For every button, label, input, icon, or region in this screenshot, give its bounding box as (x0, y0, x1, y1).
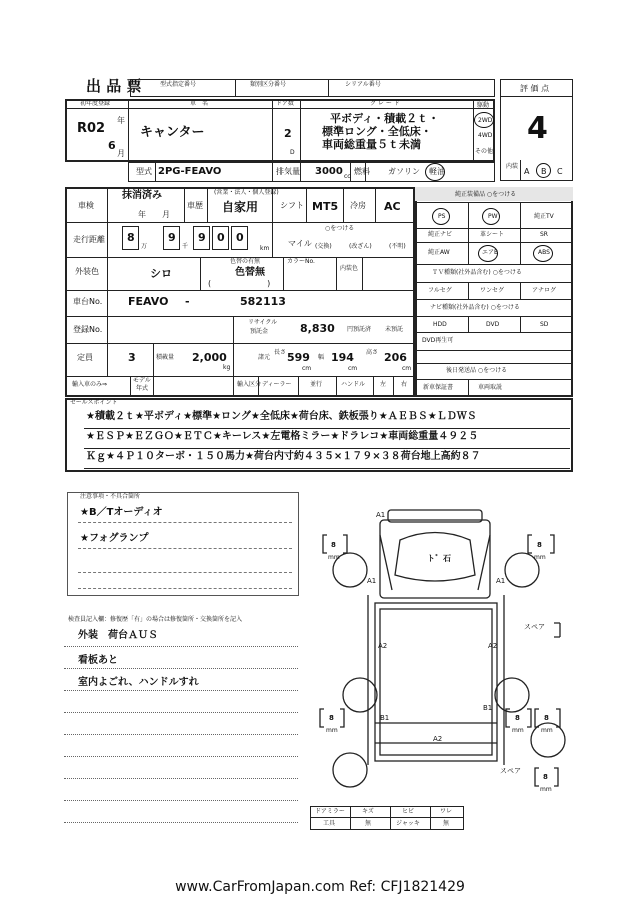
recycle-no: 未預託 (385, 326, 404, 333)
serial-label: シリアル番号 (345, 81, 381, 88)
navi-hdd: HDD (433, 321, 447, 328)
equip-aw: 純正AW (428, 249, 450, 256)
tire-unit-fl: mm (328, 554, 340, 561)
fuel-diesel: 軽油 (429, 167, 445, 176)
recycle-unit: 円預託済 (347, 326, 372, 333)
ac-label: 冷房 (350, 201, 366, 210)
equip-ps: PS (438, 213, 446, 220)
grade-line-2: 標準ロング・全低床・ (322, 125, 432, 138)
year-value: R02 (77, 121, 106, 136)
later-title: 後日発送品 ○をつける (446, 367, 508, 374)
doors-unit: D (290, 149, 295, 156)
history-note: (営業・法人・個人登録) (214, 189, 279, 196)
dvd-label: DVD再生可 (422, 337, 454, 344)
chassis-prefix: FEAVO (128, 295, 169, 308)
drive-other: その他 (475, 148, 494, 155)
equip-ps-circle (432, 208, 450, 225)
disp-label: 排気量 (276, 167, 300, 176)
drive-2wd: 2WD (478, 117, 493, 124)
legend-v2: 無 (365, 820, 372, 827)
equip-navi: 純正ナビ (428, 231, 453, 238)
label-a2-bottom: A2 (433, 735, 443, 743)
equip-sr: SR (540, 231, 548, 238)
grade-line-1: 平ボディ・積載２ｔ・ (330, 112, 440, 125)
label-a2-left: A2 (378, 642, 388, 650)
model-year-label-1: モデル (133, 377, 151, 384)
wid-value: 194 (331, 351, 354, 364)
label-a1-left: A1 (367, 577, 377, 585)
grade-line-3: 車両総重量５ｔ未満 (322, 138, 421, 151)
year-label: 初年度登録 (80, 100, 111, 107)
hgt-value: 206 (384, 351, 407, 364)
equip-leather: 革シート (480, 231, 505, 238)
grade-value: 4 (527, 111, 548, 146)
notes-label: 注意事項・不具合箇所 (80, 493, 141, 500)
mileage-digit-3: 9 (198, 231, 206, 244)
equip-abs-circle (533, 245, 553, 262)
shift-label: シフト (280, 201, 304, 210)
import-label: 輸入車のみ⇒ (72, 381, 108, 388)
equip-airbag-circle (478, 245, 498, 262)
later-manual: 車両取説 (478, 384, 503, 391)
history-value: 自家用 (222, 200, 259, 214)
label-a1-right: A1 (496, 577, 506, 585)
tire-unit-rl: mm (326, 727, 338, 734)
legend-v4: 無 (443, 820, 450, 827)
interior-label: 内装 (506, 163, 519, 170)
month-unit: 月 (117, 149, 125, 158)
model-label: 型式 (136, 167, 152, 176)
interior-c: C (557, 167, 563, 176)
hgt-unit: cm (402, 365, 412, 372)
colorno-label: カラーNo. (287, 258, 315, 265)
tv-analog: アナログ (532, 287, 557, 294)
legend-h3: ヒビ (402, 808, 415, 815)
chassis-number: 582113 (240, 295, 286, 308)
handle-right: 右 (401, 381, 408, 388)
mileage-digit-1: 8 (127, 231, 135, 244)
meter-opt-swap: (交換) (315, 243, 332, 250)
mileage-digit-2: 9 (168, 231, 176, 244)
wid-unit: cm (348, 365, 358, 372)
legend-h2: キズ (362, 808, 374, 815)
label-b1-right: B1 (483, 704, 493, 712)
legend-h1: ドアミラー (315, 808, 345, 815)
inspection-label: 車検 (78, 201, 94, 210)
grade-label: 評 価 点 (520, 84, 550, 93)
tire-depth-rr2: 8 (544, 714, 549, 722)
tv-title: ＴＶ種類(社外品含む) ○をつける (432, 269, 522, 276)
ac-value: AC (384, 200, 401, 213)
legend-v1: 工具 (323, 820, 336, 827)
fuel-label: 燃料 (354, 167, 370, 176)
footer-watermark: www.CarFromJapan.com Ref: CFJ1821429 (175, 879, 465, 895)
inspection-value: 抹消済み (122, 190, 162, 201)
disp-unit: cc (344, 173, 351, 180)
load-label: 積載量 (156, 354, 175, 361)
reg-label: 登録No. (73, 325, 103, 334)
color-change-value: 色替無 (235, 267, 265, 278)
tire-unit-spare: mm (540, 786, 552, 793)
int-color-label: 内装色 (340, 265, 359, 272)
tire-unit-rr1: mm (512, 727, 524, 734)
parallel-label: 並行 (310, 381, 323, 388)
sales-point-2: ★ＥＳＰ★ＥＺＧＯ★ＥＴＣ★キーレス★左電格ミラー★ドラレコ★車両総重量４９２５ (86, 431, 479, 442)
tv-fullseg: フルセグ (428, 287, 452, 294)
label-spare-1: スペア (524, 623, 545, 631)
navi-sd: SD (540, 321, 549, 328)
load-value: 2,000 (192, 351, 227, 364)
sales-point-1: ★積載２ｔ★平ボディ★標準★ロング★全低床★荷台床、鉄板張り★ＡＥＢＳ★ＬＤＷＳ (86, 411, 477, 422)
handle-left: 左 (380, 381, 387, 388)
chassis-dash: - (185, 295, 190, 308)
model-value: 2PG-FEAVO (158, 166, 222, 177)
equip-pw-circle (482, 208, 500, 225)
mileage-unit-man: 万 (141, 243, 148, 250)
label-a1-top: A1 (376, 511, 386, 519)
color-value: シロ (150, 267, 172, 280)
interior-circle (536, 163, 551, 178)
meter-opt-unknown: (不明) (389, 243, 406, 250)
note-2: ★フォグランプ (80, 533, 149, 544)
legend-v3: ジャッキ (396, 820, 420, 827)
label-stone-chip: ト゛石 (427, 554, 451, 563)
sales-point-3: Ｋｇ★４Ｐ１０ターボ・１５０馬力★荷台内寸約４３５×１７９×３８荷台地上高約８７ (86, 451, 481, 462)
interior-b: B (541, 167, 547, 176)
doors-label: ドア数 (276, 100, 294, 107)
model-year-label-2: 年式 (136, 385, 149, 392)
equip-title: 純正装備品 ○をつける (455, 191, 517, 198)
color-change-label: 色替の有無 (230, 258, 261, 265)
recycle-label-1: リサイクル (248, 319, 278, 326)
tire-depth-fr: 8 (537, 541, 542, 549)
vehicle-diagram (300, 495, 580, 800)
inspector-label: 検査員記入欄：修復歴「有」の場合は修復箇所・交換箇所を記入 (68, 616, 243, 623)
tire-depth-rr1: 8 (515, 714, 520, 722)
fuel-gas: ガソリン (388, 167, 420, 176)
car-name: キャンター (140, 125, 205, 140)
shift-value: MT5 (312, 200, 339, 213)
inspector-line-3: 室内よごれ、ハンドルすれ (78, 677, 199, 688)
chassis-label: 車台No. (73, 297, 103, 306)
sales-points-label: セールスポイント (70, 399, 118, 406)
mileage-label: 走行距離 (73, 235, 105, 244)
navi-title: ナビ種類(社外品含む) ○をつける (430, 304, 520, 311)
wid-label: 幅 (318, 354, 325, 361)
meter-note: ○をつける (325, 225, 355, 232)
mile-label: マイル (288, 239, 312, 248)
mileage-digit-5: 0 (236, 231, 244, 244)
navi-dvd: DVD (486, 321, 500, 328)
equip-airbag: エアB (482, 249, 499, 256)
equip-pw: PW (488, 213, 498, 220)
page-title: 出 品 票 (86, 77, 142, 95)
doors-value: 2 (284, 127, 292, 140)
drive-4wd: 4WD (478, 132, 493, 139)
load-unit: kg (223, 364, 231, 371)
handle-label: ハンドル (341, 381, 366, 388)
mileage-unit-sen: 千 (182, 243, 189, 250)
import-type-label: 輸入区分 (237, 381, 262, 388)
dim-label: 諸元 (258, 354, 271, 361)
later-warranty: 新車保証書 (423, 384, 454, 391)
drive-label: 駆動 (477, 102, 490, 109)
tv-oneseg: ワンセグ (480, 287, 505, 294)
history-label: 車歴 (187, 201, 203, 210)
fuel-circle (425, 163, 445, 181)
dealer-label: ディーラー (262, 381, 292, 388)
type-cert-label: 型式指定番号 (160, 81, 197, 88)
grade-text-label: グ レ ー ド (370, 100, 400, 107)
label-spare-2: スペア (500, 767, 521, 775)
tire-depth-fl: 8 (331, 541, 336, 549)
len-label: 長さ (274, 349, 287, 356)
tire-unit-fr: mm (534, 554, 546, 561)
recycle-label-2: 預託金 (250, 328, 269, 335)
cap-label: 定員 (77, 353, 93, 362)
mileage-digit-4: 0 (217, 231, 225, 244)
len-value: 599 (287, 351, 310, 364)
tire-unit-rr2: mm (541, 727, 553, 734)
label-a2-right: A2 (488, 642, 498, 650)
category-label: 類別区分番号 (250, 81, 287, 88)
cap-value: 3 (128, 351, 136, 364)
inspection-sub: 年 月 (138, 210, 170, 219)
recycle-value: 8,830 (300, 322, 335, 335)
tire-depth-spare: 8 (543, 773, 548, 781)
interior-a: A (524, 167, 530, 176)
meter-opt-tamper: (改ざん) (349, 243, 372, 250)
legend-h4: ワレ (440, 808, 453, 815)
drive-2wd-circle (474, 112, 494, 128)
color-label: 外装色 (75, 267, 99, 276)
tire-depth-rl: 8 (329, 714, 334, 722)
name-label: 車 名 (190, 100, 209, 107)
year-unit: 年 (117, 116, 125, 125)
label-b1-left: B1 (380, 714, 390, 722)
disp-value: 3000 (315, 166, 343, 177)
specs-box (65, 187, 415, 397)
mileage-unit-km: km (260, 245, 270, 252)
inspector-line-2: 看板あと (78, 655, 118, 666)
equip-abs: ABS (538, 249, 550, 256)
hgt-label: 高さ (366, 349, 379, 356)
len-unit: cm (302, 365, 312, 372)
equip-tv: 純正TV (534, 213, 554, 220)
month-value: 6 (108, 139, 116, 152)
inspector-line-1: 外装 荷台ＡＵＳ (78, 630, 158, 641)
note-1: ★B／Tオーディオ (80, 507, 163, 518)
